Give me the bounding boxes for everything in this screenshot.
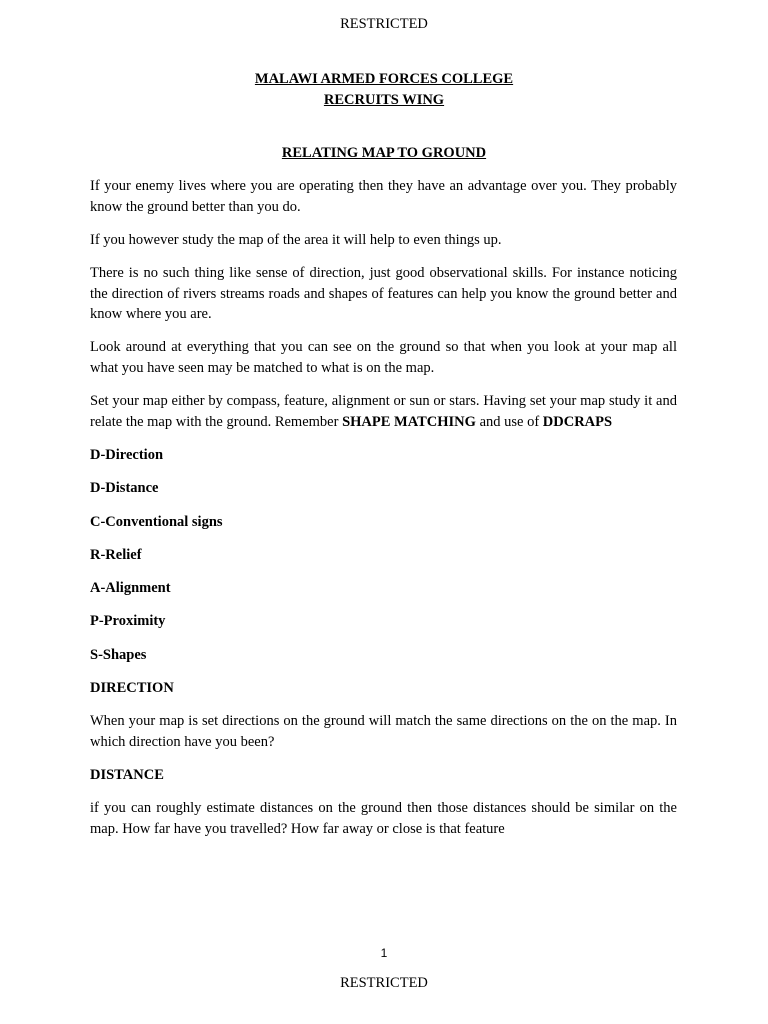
ddcraps-item-relief: R-Relief (90, 546, 142, 563)
ddcraps-acronym: DDCRAPS (542, 413, 613, 430)
document-body (90, 176, 677, 852)
paragraph-sense-of-direction: There is no such thing like sense of direction, just good observational skills. For instance noticing the direction of rivers streams roads and shapes of features can help you know the ground better and know where you are. (90, 265, 677, 323)
section-heading-distance: DISTANCE (90, 767, 164, 784)
ddcraps-item-conventional-signs: C-Conventional signs (90, 513, 223, 530)
page-number: 1 (380, 946, 388, 960)
set-map-text: Set your map either by compass, feature, alignment or sun or stars. Having set your map study it and relate the map with the ground. Remember (90, 393, 677, 430)
wing-name: RECRUITS WING (323, 92, 445, 108)
set-map-text-continued: and use of (475, 413, 543, 430)
paragraph-distance: if you can roughly estimate distances on the ground then those distances should be similar on the map. How far have you travelled? How far away or close is that feature (90, 800, 677, 837)
paragraph-enemy-advantage: If your enemy lives where you are operating then they have an advantage over you. They probably know the ground better than you do. (90, 178, 677, 215)
paragraph-direction: When your map is set directions on the ground will match the same directions on the on the map. In which direction have you been? (90, 713, 677, 750)
shape-matching-term: SHAPE MATCHING (342, 413, 476, 430)
paragraph-study-map: If you however study the map of the area it will help to even things up. (90, 231, 502, 248)
ddcraps-item-alignment: A-Alignment (90, 580, 171, 597)
ddcraps-item-proximity: P-Proximity (90, 613, 166, 630)
classification-marking-top: RESTRICTED (340, 16, 428, 32)
document-title: RELATING MAP TO GROUND (281, 145, 487, 161)
section-heading-direction: DIRECTION (90, 680, 174, 697)
classification-marking-bottom: RESTRICTED (340, 975, 428, 991)
ddcraps-item-distance: D-Distance (90, 480, 159, 497)
organization-name: MALAWI ARMED FORCES COLLEGE (254, 71, 514, 87)
paragraph-look-around: Look around at everything that you can see on the ground so that when you look at your map all what you have seen may be matched to what is on the map. (90, 339, 677, 376)
ddcraps-item-shapes: S-Shapes (90, 646, 147, 663)
ddcraps-item-direction: D-Direction (90, 446, 164, 463)
paragraph-set-map (90, 391, 677, 432)
document-header (0, 69, 768, 111)
